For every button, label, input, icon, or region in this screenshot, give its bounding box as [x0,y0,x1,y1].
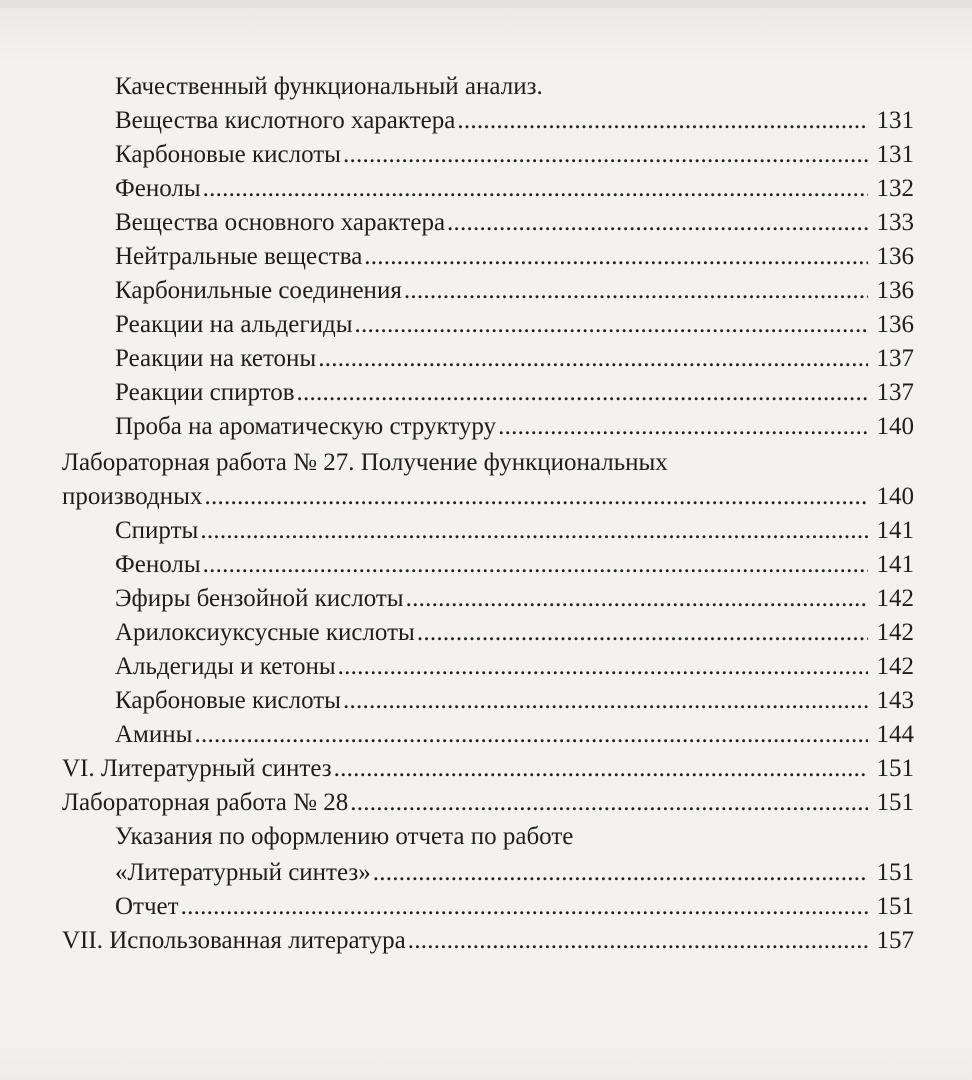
toc-leader [181,890,868,924]
toc-leader [406,582,868,616]
toc-entry [115,650,914,684]
toc-page-number: 140 [876,413,914,440]
toc-page-number: 136 [876,311,914,338]
toc-entry-title: Вещества кислотного характера [115,107,456,134]
toc-entry-title: Карбоновые кислоты [115,687,341,714]
toc-leader [447,206,868,240]
toc-entry-title: Фенолы [115,551,201,578]
toc-leader [194,718,868,752]
page-top-edge [0,0,972,8]
toc-entry-title: Отчет [115,893,179,920]
toc-leader [338,650,868,684]
toc-entry-title: VII. Использованная литература [62,927,406,954]
toc-page-number: 141 [876,517,914,544]
toc-entry [115,890,914,924]
toc-page-number: 136 [876,277,914,304]
toc-entry [62,924,914,958]
toc-page-number: 151 [876,893,914,920]
toc-entry [115,616,914,650]
toc-page-number: 136 [876,243,914,270]
toc-page-number: 140 [876,483,914,510]
toc-entry-title: Реакции спиртов [115,379,295,406]
toc-entry-title: Качественный функциональный анализ. [115,73,543,100]
toc-leader [498,410,868,444]
toc-leader [355,308,869,342]
toc-entry-title: Альдегиды и кетоны [115,653,336,680]
toc-leader [200,514,868,548]
toc-entry [115,410,914,444]
toc-leader [343,684,868,718]
toc-entry [115,172,914,206]
toc-leader [334,752,868,786]
toc-entry [115,548,914,582]
toc-entry [62,786,914,820]
toc-entry-title: Карбонильные соединения [115,277,402,304]
toc-entry [62,752,914,786]
toc-leader [417,616,868,650]
toc-entry-title: VI. Литературный синтез [62,755,332,782]
toc-page-number: 131 [876,141,914,168]
toc-page-number: 144 [876,721,914,748]
toc-page-number: 142 [876,653,914,680]
toc-entry-title: Вещества основного характера [115,209,446,236]
toc-entry-title: «Литературный синтез» [115,859,371,886]
toc-entry-title: Арилоксиуксусные кислоты [115,619,415,646]
toc-page-number: 131 [876,107,914,134]
toc-page-number: 151 [876,755,914,782]
toc-entry [115,104,914,138]
toc-leader [297,376,868,410]
toc-entry [115,684,914,718]
toc-entry [115,376,914,410]
toc-entry-title: Реакции на кетоны [115,345,317,372]
toc-entry [115,308,914,342]
toc-entry-title: Проба на ароматическую структуру [115,413,497,440]
toc-entry [62,446,914,480]
toc-entry-title: Спирты [115,517,199,544]
toc-leader [350,786,868,820]
toc-leader [203,172,868,206]
toc-entry [115,856,914,890]
toc-entry [115,514,914,548]
toc-leader [318,342,868,376]
toc-page-number: 142 [876,619,914,646]
toc-entry-title: Указания по оформлению отчета по работе [115,823,574,850]
toc-entry-title: Фенолы [115,175,201,202]
toc-entry [115,820,914,854]
toc-leader [343,138,868,172]
toc-page-number: 137 [876,379,914,406]
toc-entry [115,206,914,240]
toc-entry-title: Амины [115,721,193,748]
toc-entry-title: Карбоновые кислоты [115,141,341,168]
toc-page-number: 141 [876,551,914,578]
toc-entry [115,342,914,376]
toc-entry-title: Лабораторная работа № 27. Получение функциональных [62,449,668,476]
toc-leader [204,480,868,514]
toc-entry [62,480,914,514]
toc-leader [373,856,868,890]
toc-page-number: 132 [876,175,914,202]
toc-page-number: 143 [876,687,914,714]
toc-page-number: 151 [876,859,914,886]
toc-entry [115,70,914,104]
toc-leader [404,274,868,308]
toc-page-number: 142 [876,585,914,612]
toc-entry-title: Реакции на альдегиды [115,311,353,338]
toc-entry-title: производных [62,483,203,510]
toc-leader [457,104,868,138]
toc-entry [115,274,914,308]
toc-entry [115,138,914,172]
toc-page-number: 151 [876,789,914,816]
toc-leader [364,240,868,274]
toc-entry [115,582,914,616]
toc-leader [203,548,868,582]
toc-entry-title: Нейтральные вещества [115,243,363,270]
toc-leader [408,924,868,958]
toc-entry [115,718,914,752]
toc-entry-title: Лабораторная работа № 28 [62,789,349,816]
toc-entry [115,240,914,274]
toc-page-number: 133 [876,209,914,236]
toc-page-number: 157 [876,927,914,954]
toc-page-number: 137 [876,345,914,372]
toc-entry-title: Эфиры бензойной кислоты [115,585,404,612]
